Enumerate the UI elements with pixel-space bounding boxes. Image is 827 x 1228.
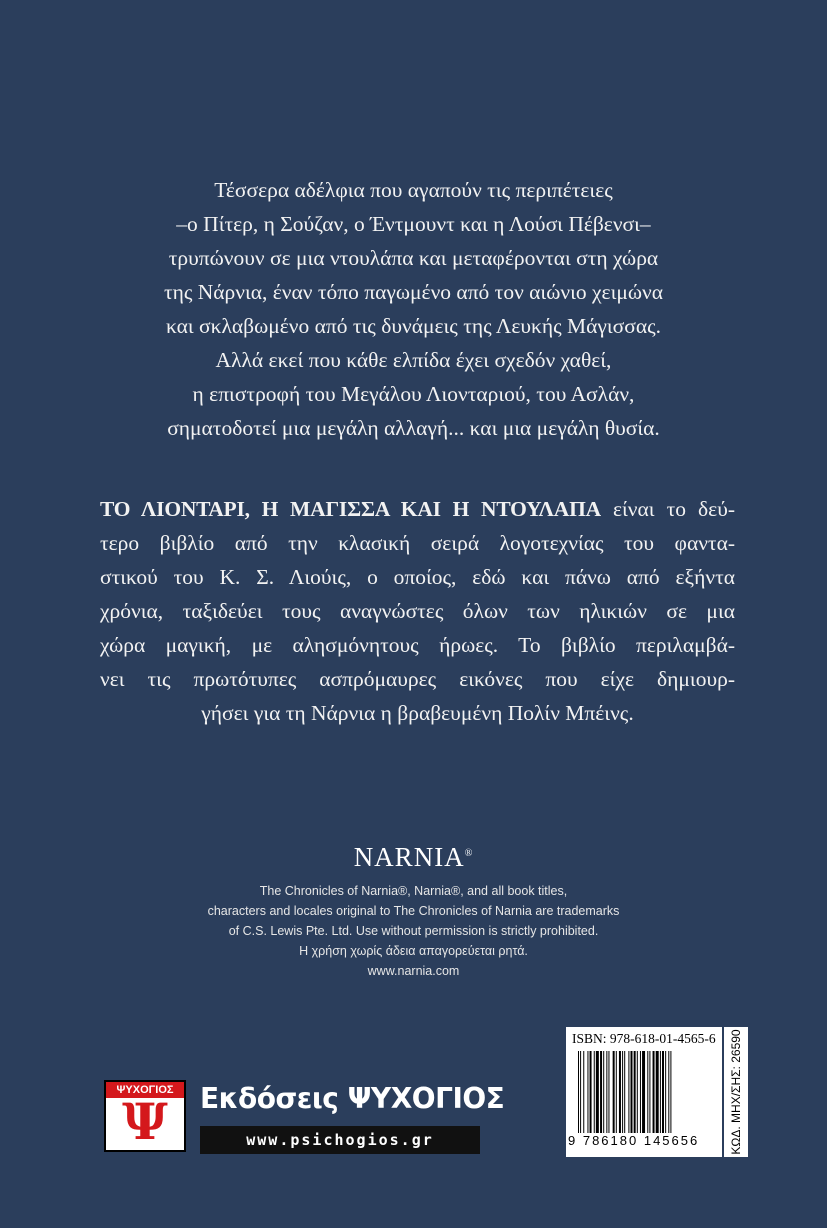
barcode-bar <box>603 1051 604 1133</box>
legal-line: characters and locales original to The Chronicles of Narnia are trademarks <box>207 904 620 918</box>
description-line: χώρα μαγική, με αλησμόνητους ήρωες. Το βιβλίο περιλαμβά- <box>100 633 735 657</box>
barcode-bar <box>596 1051 599 1133</box>
barcode-bar <box>634 1051 636 1133</box>
blurb-line: Αλλά εκεί που κάθε ελπίδα έχει σχεδόν χαθεί, <box>215 348 612 372</box>
description-line: νει τις πρωτότυπες ασπρόμαυρες εικόνες που είχε δημιουρ- <box>100 667 735 691</box>
blurb-line: –ο Πίτερ, η Σούζαν, ο Έντμουντ και η Λούσι Πέβενσι– <box>176 212 651 236</box>
narnia-logo-text: NARNIA <box>353 842 465 872</box>
barcode-digits: 9 786180 145656 <box>568 1133 700 1148</box>
description-line-rest: είναι το δεύ- <box>600 497 735 521</box>
blurb-line: η επιστροφή του Μεγάλου Λιονταριού, του Ασλάν, <box>192 382 635 406</box>
barcode-bar <box>580 1051 581 1133</box>
product-code-box <box>724 1027 748 1157</box>
blurb-line: σηματοδοτεί μια μεγάλη αλλαγή... και μια μεγάλη θυσία. <box>167 416 660 440</box>
blurb-paragraph <box>60 173 767 445</box>
isbn-label: ISBN: 978-618-01-4565-6 <box>572 1031 716 1046</box>
trademark-notice <box>0 881 827 981</box>
barcode-bar <box>668 1051 669 1133</box>
description-line <box>100 492 735 526</box>
publisher-name: Εκδόσεις ΨΥΧΟΓΙΟΣ <box>200 1082 505 1115</box>
description-line: γήσει για τη Νάρνια η βραβευμένη Πολίν Μπέινς. <box>201 701 634 725</box>
description-line: τερο βιβλίο από την κλασική σειρά λογοτεχνίας του φαντα- <box>100 531 735 555</box>
registered-mark: ® <box>464 848 474 859</box>
barcode-bar <box>583 1051 584 1133</box>
barcode-bar <box>600 1051 602 1133</box>
barcode-bar <box>616 1051 617 1133</box>
legal-line: Η χρήση χωρίς άδεια απαγορεύεται ρητά. <box>299 944 528 958</box>
barcode-bar <box>613 1051 615 1133</box>
barcode-bar <box>670 1051 671 1133</box>
barcode-bar <box>619 1051 621 1133</box>
legal-line: of C.S. Lewis Pte. Ltd. Use without permission is strictly prohibited. <box>228 924 599 938</box>
narnia-website: www.narnia.com <box>367 964 460 978</box>
publisher-block <box>104 1080 505 1155</box>
barcode-bar <box>640 1051 641 1133</box>
description-paragraph <box>100 492 735 730</box>
blurb-line: τρυπώνουν σε μια ντουλάπα και μεταφέρονται στη χώρα <box>168 246 659 270</box>
book-title: ΤΟ ΛΙΟΝΤΑΡΙ, Η ΜΑΓΙΣΣΑ ΚΑΙ Η ΝΤΟΥΛΑΠΑ <box>100 497 601 521</box>
blurb-line: Τέσσερα αδέλφια που αγαπούν τις περιπέτειες <box>214 178 613 202</box>
barcode-bar <box>587 1051 588 1133</box>
barcode-bar <box>622 1051 623 1133</box>
barcode-bar <box>665 1051 666 1133</box>
publisher-url: www.psichogios.gr <box>200 1126 480 1154</box>
barcode-bar <box>578 1051 579 1133</box>
barcode-bar <box>642 1051 645 1133</box>
barcode-bar <box>590 1051 592 1133</box>
product-code: ΚΩΔ. ΜΗΧ/ΣΗΣ: 26590 <box>729 1029 743 1155</box>
barcode-bar <box>608 1051 609 1133</box>
logo-banner: ΨΥΧΟΓΙΟΣ <box>106 1082 184 1098</box>
barcode-bar <box>594 1051 595 1133</box>
psichogios-logo-icon <box>104 1080 186 1152</box>
narnia-logo <box>0 842 827 873</box>
psi-letter-icon: Ψ <box>122 1092 168 1151</box>
barcode-bar <box>637 1051 638 1133</box>
description-line: στικού του Κ. Σ. Λιούις, ο οποίος, εδώ και πάνω από εξήντα <box>100 565 735 589</box>
barcode-bar <box>631 1051 633 1133</box>
legal-line: The Chronicles of Narnia®, Narnia®, and all book titles, <box>259 884 568 898</box>
barcode-bar <box>662 1051 664 1133</box>
blurb-line: της Νάρνια, έναν τόπο παγωμένο από τον αιώνιο χειμώνα <box>163 280 664 304</box>
barcode-bar <box>656 1051 659 1133</box>
isbn-barcode-box <box>566 1027 722 1157</box>
barcode-bar <box>628 1051 629 1133</box>
barcode-bar <box>660 1051 661 1133</box>
barcode-icon <box>576 1051 714 1133</box>
barcode-bar <box>653 1051 655 1133</box>
barcode-bar <box>649 1051 650 1133</box>
barcode-bar <box>606 1051 607 1133</box>
barcode-bar <box>647 1051 648 1133</box>
barcode-bar <box>624 1051 625 1133</box>
blurb-line: και σκλαβωμένο από τις δυνάμεις της Λευκής Μάγισσας. <box>165 314 662 338</box>
description-line: χρόνια, ταξιδεύει τους αναγνώστες όλων των ηλικιών σε μια <box>100 599 735 623</box>
